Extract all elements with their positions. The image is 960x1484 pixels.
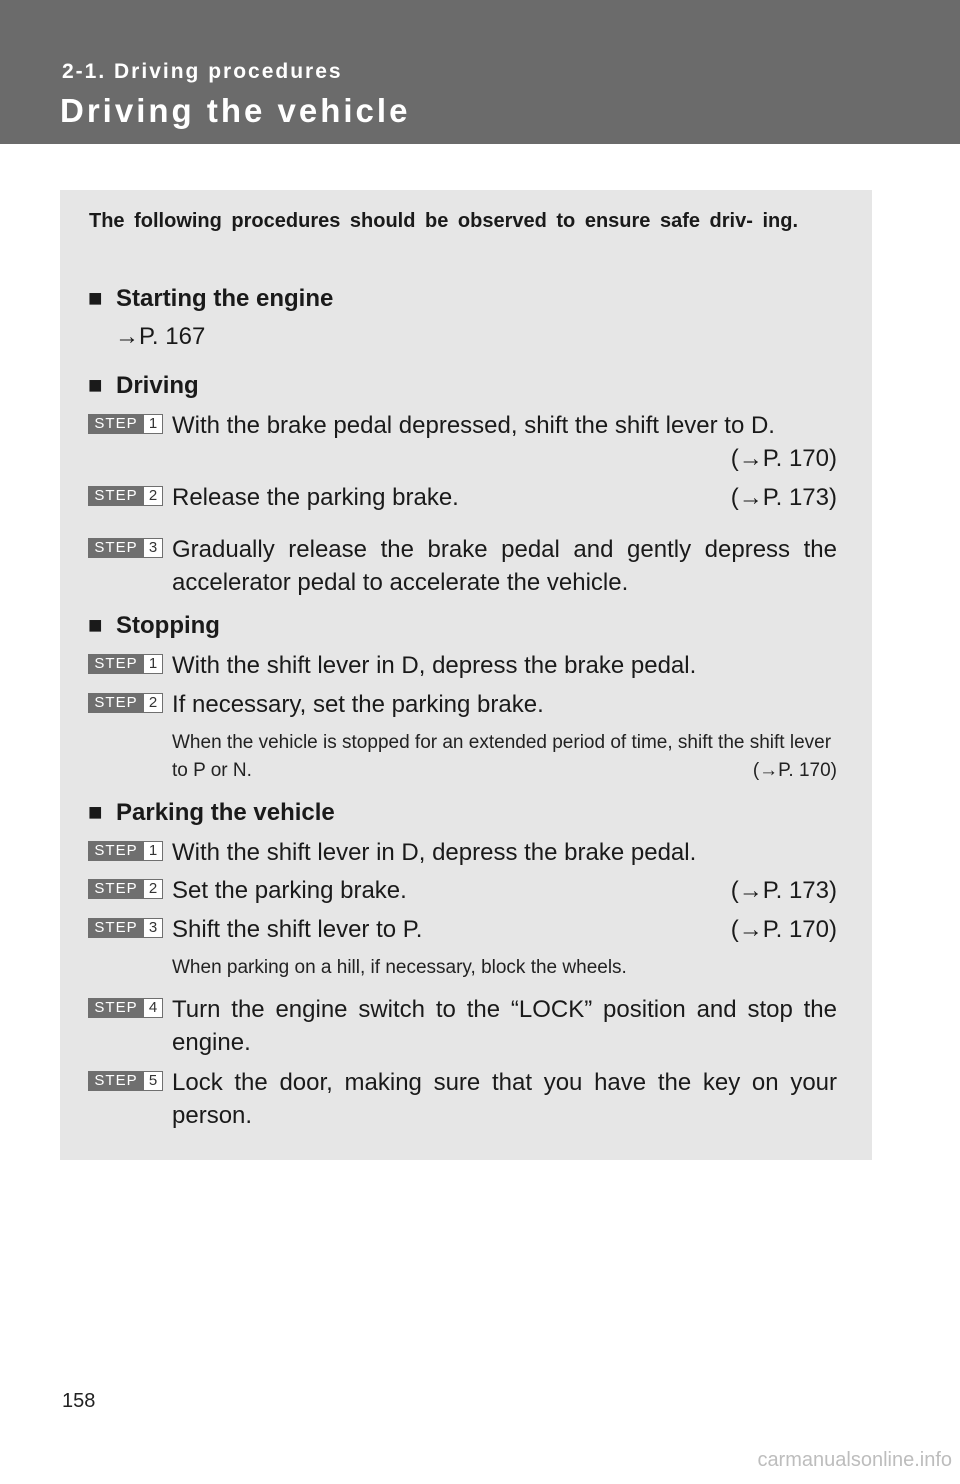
driving-step-3 — [88, 533, 837, 599]
stopping-step-1 — [88, 649, 837, 682]
parking-step-3 — [88, 913, 837, 946]
heading-stopping: ■ Stopping — [88, 612, 220, 639]
step-badge: STEP 4 — [88, 998, 164, 1018]
driving-step-1 — [88, 409, 837, 475]
page-ref: (→P. 173) — [730, 484, 837, 511]
square-bullet-icon: ■ — [88, 612, 103, 639]
step-text: Gradually release the brake pedal and gently depress the accelerator pedal to accelerate the vehicle. — [172, 536, 837, 596]
step-text: With the shift lever in D, depress the brake pedal. — [172, 839, 697, 866]
step-text: With the brake pedal depressed, shift the shift lever to D. (→P. 170) — [172, 409, 837, 475]
section-label: 2-1. Driving procedures — [62, 60, 343, 83]
heading-driving: ■ Driving — [88, 372, 199, 399]
step-text: (→P. 173) Set the parking brake. — [172, 874, 837, 907]
watermark: carmanualsonline.info — [757, 1449, 952, 1471]
step-badge: STEP 2 — [88, 486, 164, 506]
stopping-note: When the vehicle is stopped for an extended period of time, shift the shift lever to P or N. (→P. 170) — [172, 729, 837, 785]
step-badge: STEP 2 — [88, 693, 164, 713]
page-ref: (→P. 170) — [730, 445, 837, 472]
step-text: With the shift lever in D, depress the brake pedal. — [172, 652, 697, 679]
page-ref: (→P. 170) — [730, 916, 837, 943]
step-badge: STEP 2 — [88, 879, 164, 899]
step-badge: STEP 3 — [88, 918, 164, 938]
step-badge: STEP 1 — [88, 654, 164, 674]
square-bullet-icon: ■ — [88, 372, 103, 399]
square-bullet-icon: ■ — [88, 799, 103, 826]
step-text: Turn the engine switch to the “LOCK” position and stop the engine. — [172, 996, 837, 1056]
page-ref: (→P. 170) — [752, 760, 837, 781]
parking-step-5 — [88, 1066, 837, 1132]
page-number: 158 — [62, 1390, 96, 1412]
parking-note: When parking on a hill, if necessary, block the wheels. — [172, 957, 627, 978]
starting-engine-ref: →P. 167 — [115, 323, 206, 350]
step-text: (→P. 170) Shift the shift lever to P. — [172, 913, 837, 946]
intro-text: The following procedures should be observed to ensure safe driv- ing. — [89, 210, 798, 232]
step-text: Lock the door, making sure that you have the key on your person. — [172, 1069, 837, 1129]
step-badge: STEP 1 — [88, 841, 164, 861]
heading-parking: ■ Parking the vehicle — [88, 799, 335, 826]
step-text: If necessary, set the parking brake. — [172, 691, 544, 718]
step-badge: STEP 5 — [88, 1071, 164, 1091]
stopping-step-2 — [88, 688, 837, 721]
step-badge: STEP 3 — [88, 538, 164, 558]
heading-starting-engine: ■ Starting the engine — [88, 285, 334, 312]
driving-step-2 — [88, 481, 837, 514]
parking-step-2 — [88, 874, 837, 907]
step-badge: STEP 1 — [88, 414, 164, 434]
page-title: Driving the vehicle — [60, 92, 411, 129]
page-header — [0, 0, 960, 144]
square-bullet-icon: ■ — [88, 285, 103, 312]
page-ref: (→P. 173) — [730, 877, 837, 904]
step-text: (→P. 173) Release the parking brake. — [172, 481, 837, 514]
parking-step-1 — [88, 836, 837, 869]
parking-step-4 — [88, 993, 837, 1059]
